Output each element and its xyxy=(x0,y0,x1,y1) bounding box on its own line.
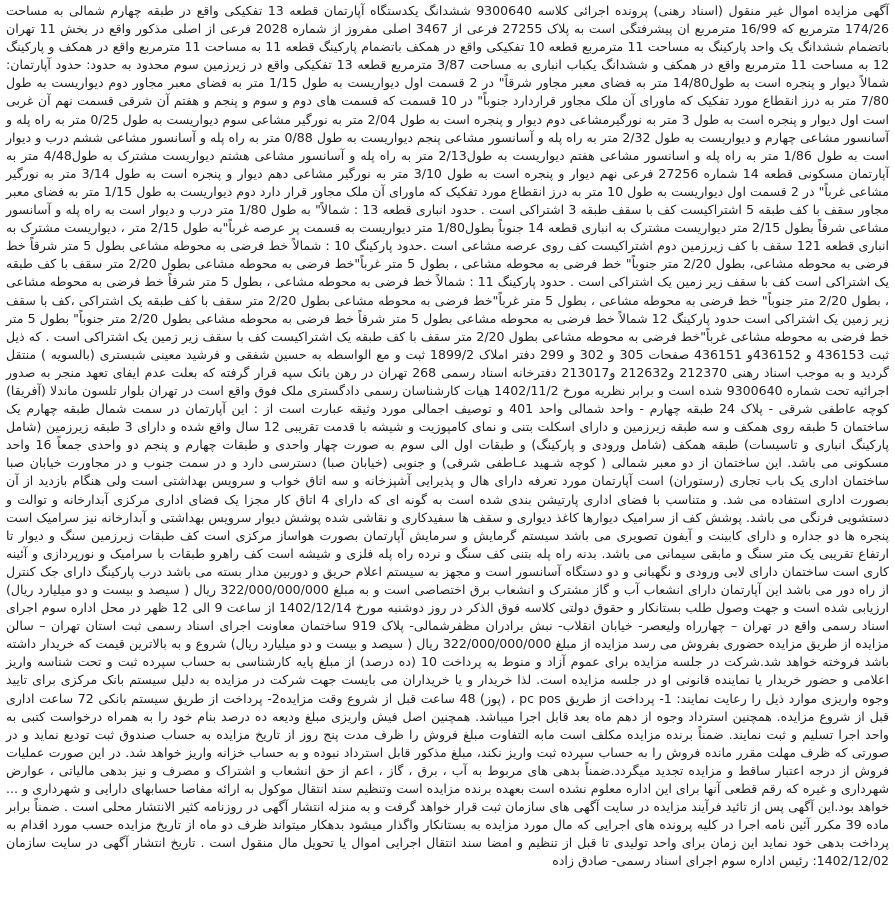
auction-notice-text: آگهی مزایده اموال غیر منقول (اسناد رهنی) پرونده اجرائی کلاسه 9300640 ششدانگ یکدستگاه آپارتمان قطعه 13 تفکیکی واقع در طبقه چهارم شمالی به مساحت 174/26 مترمربع که 16/99 مترمربع ان پیشرفتگی است به پلاک 27255 فرعی از 3467 اصلی مفروز از شماره 2028 فرعی از اصلی مذکور واقع در بخش 11 تهران باتضمام ششدانگ یک واحد پارکینگ به مساحت 11 مترمربع قطعه 10 تفکیکی واقع در همکف باتضمام پارکینگ قطعه 11 به مساحت 11 مترمربع واقع در همکف و پارکینگ 12 به مساحت 11 مترمربع واقع در همکف و ششدانگ یکباب انباری به مساحت 3/87 مترمربع قطعه 13 تفکیکی واقع در زیرزمین سوم محدود به حدود: حدود آپارتمان: شمالاً دیوار و پنجره است به طول14/80 متر به فضای معبر مجاور شرقاً" در 2 قسمت اول دیواریست به طول 1/15 متر به فضای معبر مجاور دوم دیواریست به طول 7/80 متر به درز انقطاع مورد تفکیک که ماورای آن ملک مجاور قراردارد جنوباً" در 10 قسمت که قسمت های دوم و سوم و پنجم و هفتم آن شرقی قسمت نهم آن غربی است اول دیوار و پنجره است به طول 3 متر به نورگیرمشاعی دوم دیوار و پنجره است به طول 2/04 متر به نورگیر مشاعی سوم دیواریست به طول 0/25 متر به راه پله و آسانسور مشاعی چهارم و دیواریست به طول 2/32 متر به راه پله و آسانسور مشاعی پنجم دیواریست به طول 0/88 متر به راه پله و آسانسور مشاعی ششم درب و دیوار است به طول 1/86 متر به راه پله و اسانسور مشاعی هفتم دیواریست به طول2/13 متر به راه پله و آسانسور مشاعی هشتم دیواریست مشترک به طول4/48 متر به آپارتمان مسکونی قطعه 14 شماره 27256 فرعی نهم دیوار و پنجره است به طول 3/10 متر به نورگیر مشاعی دهم دیوار و پنجره است به طول 3/14 متر به نورگیر مشاعی غرباً" در 2 قسمت اول دیواریست به طول 10 متر به درز انقطاع مورد تفکیک که ماورای آن ملک مجاور قرار دارد دوم دیواریست به طول 1/15 متر به فضای معبر مجاور سقف با کف طبقه 5 اشتراکیست کف با سقف طبقه 3 اشتراکی است . حدود انباری قطعه 13 : شمالاً" به طول 1/80 متر درب و دیوار است به راه پله و آسانسور مشاعی شرقاً بطول 2/15 متر دیواریست مشترک به انباری قطعه 14 جنوباً بطول1/80 متر دیواریست به قسمت پر عرصه غرباً"به طول 2/15 متر ، دیواریست مشترک به انباری قطعه 121 سقف با کف زیرزمین دوم اشتراکیست کف روی عرصه مشاعی است .حدود پارکینگ 10 : شمالاً خط فرضی به محوطه مشاعی بطول 5 متر شرقاً خط فرضی به محوطه مشاعی، بطول 2/20 متر جنوباً" خط فرضی به محوطه مشاعی ، بطول 5 متر غرباً"خط فرضی به محوطه مشاعی بطول 2/20 متر سقف با کف طبقه یک اشتراکی است کف با سقف زیر زمین یک اشتراکی است . حدود پارکینگ 11 : شمالاً خط فرضی به محوطه مشاعی ، بطول 5 متر شرقاً خط فرضی به محوطه مشاعی ، بطول 2/20 متر جنوباً" خط فرضی به محوطه مشاعی ، بطول 5 متر غرباً"خط فرضی به محوطه مشاعی بطول 2/20 متر سقف با کف طبقه یک اشتراکی ،کف با سقف زیر زمین یک اشتراکی است حدود پارکینگ 12 شمالاً خط فرضی به محوطه مشاعی بطول 5 متر شرقاً خط فرضی به محوطه مشاعی بطول 2/20 متر جنوباً" بطول 5 متر خط فرضی به محوطه مشاعی غرباً"خط فرضی به محوطه مشاعی بطول 2/20 متر سقف با کف طبقه یک اشتراکیست کف با سقف زیر زمین یک اشتراکی است . که ذیل ثبت 436153 و 436152و 436151 صفحات 305 و 302 و 299 دفتر املاک 1899/2 ثبت و مع الواسطه به حسین شفقی و فرشید معینی شبستری (بالسویه ) منتقل گردید و به موجب اسناد رهنی 212370 و212632 و213017 دفترخانه اسناد رسمی 268 تهران در رهن بانک سپه قرار گرفته که بعلت عدم ایفای تعهد منجر به صدور اجرائیه تحت شماره 9300640 شده است و برابر نظریه مورخ 1402/11/2 هیات کارشناسان رسمی دادگستری ملک فوق واقع است در تهران بلوار تلسون ماندلا (آفریقا) کوچه عاطفی شرقی - پلاک 24 طبقه چهارم - واحد شمالی واحد 401 و توصیف اجمالی مورد وثیقه عبارت است از : این آپارتمان در سمت شمال طبقه چهارم یک ساختمان 5 طبقه روی همکف و سه طبقه زیرزمین و دارای اسکلت بتنی و نمای کامپوزیت و شیشه با قدمت تقریبی 12 سال واقع شده و دارای 3 طبقه زیرزمین (شامل پارکینگ انباری و تاسیسات) طبقه همکف (شامل ورودی و پارکینگ) و طبقات اول الی سوم به صورت چهار واحدی و طبقات چهارم و پنجم دو واحدی جمعاً 16 واحد مسکونی می باشد. این ساختمان از دو معبر شمالی ( کوچه شـهید عـاطفی شرقی) و جنوبی (خیابان صبا) دسترسی دارد و در سمت جنوب و در مجاورت خیابان صبا ساختمان اداری یک باب تجاری (رستوران) است آپارتمان مورد تعرفه دارای هال و پذیرایی آشپزخانه و سه اتاق خواب و سرویس بهداشتی است ولی هنگام بازدید از آن بصورت اداری استفاده می شد. و متناسب با فضای اداری پارتیشن بندی شده است به گونه ای که دارای 4 اتاق کار مجزا یک فضای اداری مرکزی آبدارخانه و توالت و دستشویی فرنگی می باشد. پوشش کف از سرامیک دیوارها کاغذ دیواری و سقف ها سفیدکاری و نقاشی شده پوشش دیوار سرویس بهداشتی و آبدارخانه نیز سرامیک است پنجره ها دو جداره و دارای کابینت و آیفون تصویری می باشد سیستم گرمایش و سرمایش آپارتمان بصورت هواساز مرکزی است کف طبقات زیرزمین سنگ و دیوار تا ارتفاع تقریبی یک متر سنگ و مابقی سیمانی می باشد. بدنه راه پله بتنی کف سنگ و نرده راه پله فلزی و شیشه است کف راهرو طبقات با سرامیک و نورپردازی و آئینه کاری است ساختمان دارای لابی ورودی و نگهبانی و دو دستگاه آسانسور است و مجهز به سیستم اعلام حریق و دوربین مدار بسته می باشد درب پارکینگ دارای جک کنترل از راه دور می باشد این آپارتمان دارای انشعاب آب و گاز مشترک و انشعاب برق اختصاصی است و به مبلغ 322/000/000/000 ریال ( سیصد و بیست و دو میلیارد ریال) ارزیابی شده است و جهت وصول طلب بستانکار و حقوق دولتی کلاسه فوق الذکر در روز دوشنبه مورخ 1402/12/14 از ساعت 9 الی 12 ظهر در محل اداره سوم اجرای اسناد رسمی واقع در تهران – چهارراه ولیعصر- خیابان انقلاب- نبش برادران مظفرشمالی- پلاک 919 ساختمان معاونت اجرای اسناد رسمی ثبت استان تهران – سالن مزایده از طریق مزایده حضوری بفروش می رسد مزایده از مبلغ 322/000/000/000 ریال ( سیصد و بیست و دو میلیارد ریال) شروع و به بالاترین قیمت که خریدار داشته باشد فروخته خواهد شد.شرکت در جلسه مزایده برای عموم آزاد و منوط به پرداخت 10 (ده درصد) از مبلغ پایه کارشناسی به حساب سپرده ثبت و تحت شناسه واریز اعلامی و حضور خریدار یا نماینده قانونی او در جلسه مزایده است. لذا خریدار و یا خریداران می بایست جهت شرکت در مزایده به دلیل سیستم بانک مرکزی برای تایید وجوه واریزی موارد ذیل را رعایت نمایند: 1- پرداخت از طریق pc pos ، (پوز) 48 ساعت قبل از شروع وقت مزایده2- پرداخت از طریق سیستم بانکی 72 ساعت اداری قبل از شروع مزایده. همچنین استرداد وجوه از دهم ماه بعد قابل اجرا میباشد. همچنین اصل فیش واریزی مبلغ ودیعه ده درصد بنام خود را به همراه درخواست کتبی به واحد اجرا تسلیم و ثبت نمایند. ضمناً برنده مزایده مکلف است مابه التفاوت مبلغ فروش را ظرف مدت پنج روز از تاریخ مزایده به حساب صندوق ثبت تودیع نماید و در صورتی که ظرف مهلت مقرر مانده فروش را به حساب سپرده ثبت واریز نکند، مبلغ مذکور قابل استرداد نبوده و به حساب خزانه واریز خواهد شد. در این صورت عملیات فروش از درجه اعتبار ساقط و مزایده تجدید میگردد.ضمناً بدهی های مربوط به آب ، برق ، گاز ، اعم از حق انشعاب و اشتراک و مصرف و نیز بدهی مالیاتی ، عوارض شهرداری و غیره که رقم قطعی آنها برای این اداره معلوم نشده است بعهده برنده مزایده است وتنظیم سند انتقال موکول به ارائه مفاصا حسابهای دارایی و شهرداری و ... خواهد بود.این آگهی پس از تائید فرآیند مزایده در سایت آگهی های سازمان ثبت قرار خواهد گرفت و به منزله انتشار آگهی در روزنامه کثیر الانتشار محلی است . ضمناً برابر ماده 39 مکرر آئین نامه اجرا در کلیه پرونده های اجرایی که مال مورد مزایده به بستانکار واگذار میشود بدهکار میتواند ظرف دو ماه از تاریخ مزایده حسب مورد اقدام به پرداخت بدهی خود نماید این زمان برای واحد تولیدی تا قبل از تنظیم و امضا سند انتقال اجرایی اموال یا تحویل مال منقول است . تاریخ انتشار آگهی در سایت سازمان 1402/12/02: رئیس اداره سوم اجرای اسناد رسمی- صادق زاده xyxy=(6,3,890,869)
